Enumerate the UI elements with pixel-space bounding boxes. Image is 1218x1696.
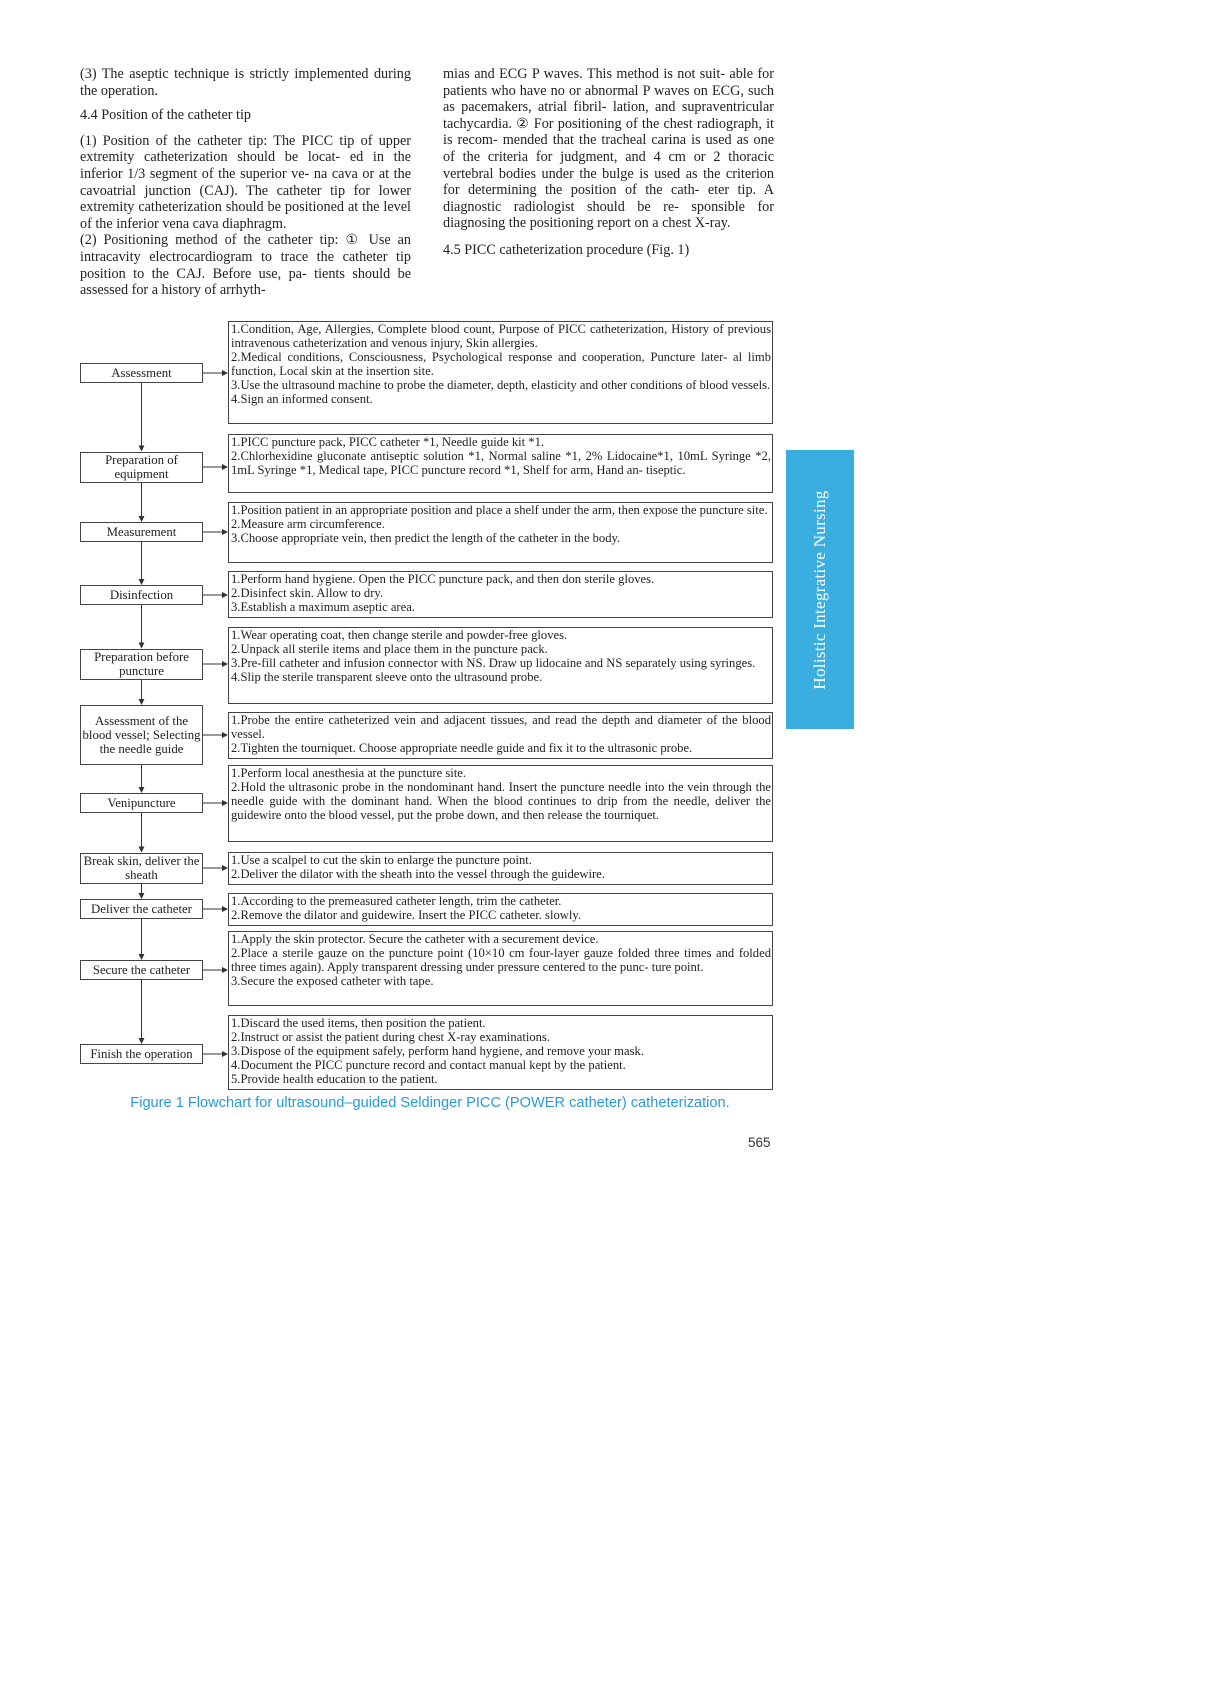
- flow-step: Disinfection: [80, 585, 203, 605]
- flow-step-details: [228, 627, 773, 704]
- flow-step-details: [228, 893, 773, 926]
- flow-step: Preparation before puncture: [80, 649, 203, 680]
- detail-item: 2.Measure arm circumference.: [231, 517, 385, 532]
- flow-step: Venipuncture: [80, 793, 203, 813]
- flow-step: Deliver the catheter: [80, 899, 203, 919]
- flow-step-details: [228, 852, 773, 885]
- flow-step-details: [228, 1015, 773, 1090]
- flow-step-details: [228, 502, 773, 563]
- flow-step: Assessment of the blood vessel; Selecting the needle guide: [80, 705, 203, 765]
- detail-item: 1.Perform hand hygiene. Open the PICC puncture pack, and then don sterile gloves.: [231, 572, 655, 586]
- flow-step: Measurement: [80, 522, 203, 542]
- section-heading-catheter-tip: 4.4 Position of the catheter tip: [80, 107, 252, 124]
- detail-item: 2.Remove the dilator and guidewire. Insert the PICC catheter. slowly.: [231, 908, 581, 923]
- flow-step-details: [228, 765, 773, 842]
- flow-step-details: [228, 321, 773, 424]
- detail-item: 3.Establish a maximum aseptic area.: [231, 600, 415, 615]
- flow-step-details: [228, 712, 773, 759]
- detail-item: 1.Discard the used items, then position the patient.: [231, 1016, 486, 1030]
- detail-item: 4.Slip the sterile transparent sleeve onto the ultrasound probe.: [231, 670, 543, 685]
- flow-step: Break skin, deliver the sheath: [80, 853, 203, 884]
- detail-item: 1.Probe the entire catheterized vein and adjacent tissues, and read the depth and diameter of the blood vessel.: [231, 713, 771, 742]
- left-text-column: [80, 66, 411, 307]
- paragraph-tip-position: (1) Position of the catheter tip: The PICC tip of upper extremity catheterization should be locat- ed in the inferior 1/3 segment of the superior ve- na cava or at the cavoatrial junction (CAJ). The catheter tip for lower extremity catheterization should be positioned at the level of the inferior vena cava diaphragm.: [80, 132, 411, 232]
- flow-step: Secure the catheter: [80, 960, 203, 980]
- detail-item: 1.PICC puncture pack, PICC catheter *1, Needle guide kit *1.: [231, 435, 545, 449]
- journal-side-tab: [786, 450, 854, 729]
- detail-item: 1.Perform local anesthesia at the puncture site.: [231, 766, 467, 780]
- detail-item: 2.Hold the ultrasonic probe in the nondominant hand. Insert the puncture needle into the vein through the needle guide with the dominant hand. When the blood continues to drip from the needle, deliver the guidewire onto the blood vessel, put the probe down, and then release the tourniquet.: [231, 780, 771, 823]
- detail-item: 3.Use the ultrasound machine to probe the diameter, depth, elasticity and other conditions of blood vessels.: [231, 378, 771, 393]
- detail-item: 4.Sign an informed consent.: [231, 392, 373, 407]
- flow-step: Preparation of equipment: [80, 452, 203, 483]
- detail-item: 1.Position patient in an appropriate position and place a shelf under the arm, then expose the puncture site.: [231, 503, 768, 517]
- detail-item: 1.Apply the skin protector. Secure the catheter with a securement device.: [231, 932, 599, 946]
- paragraph-aseptic-technique: (3) The aseptic technique is strictly implemented during the operation.: [80, 66, 411, 99]
- journal-name: Holistic Integrative Nursing: [810, 489, 829, 690]
- section-heading-procedure: 4.5 PICC catheterization procedure (Fig. 1): [443, 241, 690, 258]
- detail-item: 3.Secure the exposed catheter with tape.: [231, 974, 434, 989]
- detail-item: 1.According to the premeasured catheter length, trim the catheter.: [231, 894, 562, 908]
- detail-item: 2.Medical conditions, Consciousness, Psychological response and cooperation, Puncture later- al limb function, Local skin at the insertion site.: [231, 350, 771, 379]
- flow-step: Assessment: [80, 363, 203, 383]
- detail-item: 2.Chlorhexidine gluconate antiseptic solution *1, Normal saline *1, 2% Lidocaine*1, 10mL Syringe *2, 1mL Syringe *1, Medical tape, PICC puncture record *1, Shelf for arm, Hand an- tiseptic.: [231, 449, 771, 478]
- detail-item: 3.Pre-fill catheter and infusion connector with NS. Draw up lidocaine and NS separately using syringes.: [231, 656, 756, 671]
- detail-item: 1.Use a scalpel to cut the skin to enlarge the puncture point.: [231, 853, 532, 867]
- right-text-column: [443, 66, 774, 259]
- detail-item: 1.Condition, Age, Allergies, Complete blood count, Purpose of PICC catheterization, History of previous intravenous catheterization and venous injury, Skin allergies.: [231, 322, 771, 351]
- figure-caption: Figure 1 Flowchart for ultrasound–guided Seldinger PICC (POWER catheter) catheterization.: [130, 1095, 730, 1111]
- detail-item: 1.Wear operating coat, then change sterile and powder-free gloves.: [231, 628, 568, 642]
- paragraph-ecg-radiograph: mias and ECG P waves. This method is not suit- able for patients who have no or abnormal P waves on ECG, such as pacemakers, atrial fibril- lation, and supraventricular tachycardia. ② For positioning of the chest radiograph, it is recom- mended that the tracheal carina is used as one of the criteria for judgment, and 4 cm or 2 thoracic vertebral bodies under the bulge is used as the criterion for determining the position of the cath- eter tip. A diagnostic radiologist should be re- sponsible for diagnosing the positioning report on a chest X-ray.: [443, 66, 774, 232]
- flow-step-details: [228, 931, 773, 1006]
- detail-item: 4.Document the PICC puncture record and contact manual kept by the patient.: [231, 1058, 626, 1073]
- flow-step-details: [228, 434, 773, 493]
- detail-item: 2.Deliver the dilator with the sheath into the vessel through the guidewire.: [231, 867, 605, 882]
- detail-item: 3.Choose appropriate vein, then predict the length of the catheter in the body.: [231, 531, 621, 546]
- detail-item: 5.Provide health education to the patient.: [231, 1072, 438, 1087]
- detail-item: 2.Disinfect skin. Allow to dry.: [231, 586, 384, 601]
- page-number: 565: [748, 1135, 771, 1150]
- flow-step-details: [228, 571, 773, 618]
- detail-item: 3.Dispose of the equipment safely, perform hand hygiene, and remove your mask.: [231, 1044, 644, 1059]
- detail-item: 2.Place a sterile gauze on the puncture point (10×10 cm four-layer gauze folded three times and folded three times again). Apply transparent dressing under pressure centered to the punc- ture point.: [231, 946, 771, 975]
- detail-item: 2.Unpack all sterile items and place them in the puncture pack.: [231, 642, 548, 657]
- detail-item: 2.Tighten the tourniquet. Choose appropriate needle guide and fix it to the ultrasonic probe.: [231, 741, 693, 756]
- paragraph-positioning-method: (2) Positioning method of the catheter tip: ① Use an intracavity electrocardiogram to trace the catheter tip position to the CAJ. Before use, pa- tients should be assessed for a history of arrhyth-: [80, 232, 411, 299]
- flow-step: Finish the operation: [80, 1044, 203, 1064]
- detail-item: 2.Instruct or assist the patient during chest X-ray examinations.: [231, 1030, 550, 1045]
